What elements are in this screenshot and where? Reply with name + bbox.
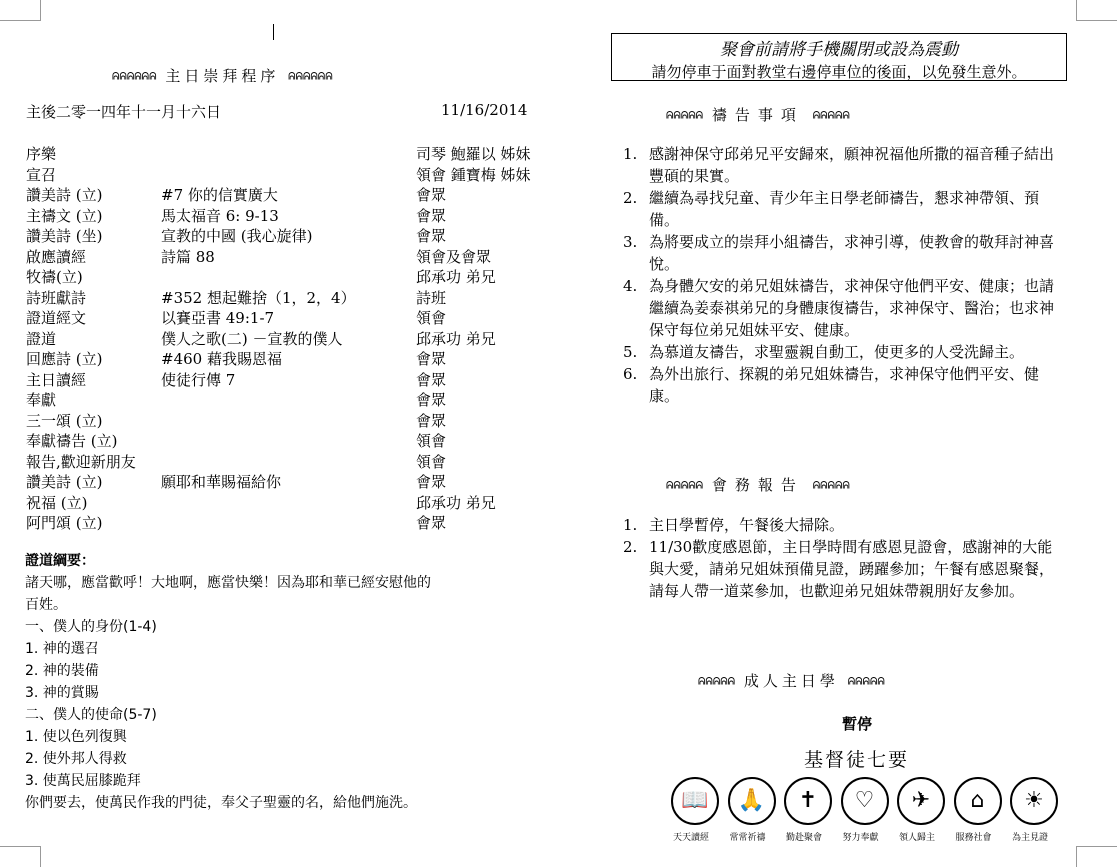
praying-icon: 🙏	[728, 777, 776, 825]
item-number: 3.	[623, 233, 638, 251]
sermon-line: 一、僕人的身份(1-4)	[25, 619, 157, 635]
affairs-title: 會務報告	[711, 476, 804, 494]
program-item: 主禱文 (立)	[26, 206, 103, 225]
program-by: 領會	[416, 432, 447, 450]
seven-label: 努力奉獻	[842, 833, 879, 843]
adult-school-heading	[698, 670, 885, 691]
seven-label: 常常祈禱	[729, 833, 766, 843]
program-item: 證道	[26, 329, 57, 348]
list-item	[623, 341, 1063, 363]
ornament: ᕱᕱᕱᕱᕱ	[812, 480, 850, 492]
ornament: ᕱᕱᕱᕱᕱᕱ	[288, 71, 333, 83]
item-number: 6.	[623, 365, 638, 383]
program-detail: #460 藉我賜恩福	[161, 350, 282, 368]
item-number: 5.	[623, 343, 638, 361]
program-by: 會眾	[416, 391, 447, 409]
program-detail: #352 想起難捨（1，2，4）	[161, 288, 356, 307]
notice-box	[611, 33, 1067, 81]
text-cursor	[273, 24, 274, 40]
program-by: 領會	[416, 309, 447, 327]
notice-line2: 請勿停車于面對教堂右邊停車位的後面，以免發生意外。	[651, 63, 1027, 81]
seven-label: 天天讀經	[673, 833, 710, 843]
item-text: 感謝神保守邱弟兄平安歸來，願神祝福他所撒的福音種子結出豐碩的果實。	[649, 145, 1055, 185]
item-text: 主日學暫停，午餐後大掃除。	[649, 516, 845, 534]
program-detail: 以賽亞書 49:1-7	[161, 309, 275, 327]
item-number: 2.	[623, 189, 638, 207]
evangelism-icon: ✈	[897, 777, 945, 825]
program-item: 牧禱(立)	[26, 268, 83, 286]
program-item: 啟應讀經	[26, 247, 87, 266]
item-number: 1.	[623, 145, 638, 163]
list-item	[623, 143, 1063, 187]
list-item	[623, 275, 1063, 341]
sermon-line: 百姓。	[25, 597, 67, 613]
list-item	[623, 231, 1063, 275]
sermon-line: 3. 使萬民屈膝跪拜	[25, 773, 141, 789]
list-item	[623, 536, 1063, 602]
service-icon: ⌂	[954, 777, 1002, 825]
program-heading	[112, 65, 333, 86]
seven-label: 為主見證	[1012, 833, 1049, 843]
item-text: 為外出旅行、探親的弟兄姐妹禱告，求神保守他們平安、健康。	[649, 365, 1040, 405]
program-item: 讚美詩 (坐)	[26, 227, 103, 245]
program-by: 邱承功 弟兄	[416, 329, 496, 348]
crop-mark	[0, 846, 41, 867]
crop-mark	[1076, 846, 1117, 867]
bible-reading-icon: 📖	[671, 777, 719, 825]
sermon-heading: 證道綱要：	[25, 553, 95, 569]
program-item: 三一頌 (立)	[26, 411, 103, 430]
program-title: 主日崇拜程序	[165, 67, 280, 85]
program-detail: 詩篇 88	[161, 247, 215, 266]
list-item	[623, 187, 1063, 231]
sermon-line: 1. 使以色列復興	[25, 729, 127, 745]
ornament: ᕱᕱᕱᕱᕱ	[666, 480, 704, 492]
affairs-list	[623, 514, 1063, 602]
crop-mark	[1076, 0, 1117, 21]
program-item: 讚美詩 (立)	[26, 186, 103, 204]
item-number: 4.	[623, 277, 638, 295]
program-by: 會眾	[416, 473, 447, 491]
program-detail: 僕人之歌(二) －宣教的僕人	[161, 329, 343, 348]
affairs-heading	[666, 474, 850, 495]
program-item: 序樂	[26, 145, 57, 163]
program-by: 領會 鍾寶梅 姊妹	[416, 165, 531, 184]
seven-label: 勤赴聚會	[786, 833, 823, 843]
list-item	[623, 363, 1063, 407]
program-item: 奉獻禱告 (立)	[26, 432, 118, 450]
crop-mark	[0, 0, 41, 21]
ornament: ᕱᕱᕱᕱᕱ	[666, 110, 704, 122]
sermon-line: 2. 神的裝備	[25, 663, 99, 679]
program-item: 奉獻	[26, 391, 57, 409]
ornament: ᕱᕱᕱᕱᕱ	[847, 676, 885, 688]
sermon-line: 1. 神的選召	[25, 641, 99, 657]
program-by: 司琴 鮑羅以 姊妹	[416, 145, 531, 163]
program-by: 會眾	[416, 411, 447, 430]
sermon-line: 3. 神的賞賜	[25, 685, 99, 701]
program-item: 回應詩 (立)	[26, 350, 103, 368]
program-item: 阿門頌 (立)	[26, 514, 103, 532]
item-text: 繼續為尋找兒童、青少年主日學老師禱告，懇求神帶領、預備。	[649, 189, 1040, 229]
adult-school-status: 暫停	[842, 715, 873, 733]
program-detail: 願耶和華賜福給你	[161, 473, 282, 491]
program-by: 會眾	[416, 206, 447, 225]
ornament: ᕱᕱᕱᕱᕱ	[698, 676, 736, 688]
notice-line1: 聚會前請將手機關閉或設為震動	[720, 40, 958, 60]
program-by: 會眾	[416, 514, 447, 532]
item-text: 為身體欠安的弟兄姐妹禱告，求神保守他們平安、健康；也請繼續為姜泰祺弟兄的身體康復禱告，求神保守、醫治；也求神保守每位弟兄姐妹平安、健康。	[649, 277, 1055, 339]
program-by: 詩班	[416, 288, 447, 307]
sermon-line: 二、僕人的使命(5-7)	[25, 707, 157, 723]
program-by: 邱承功 弟兄	[416, 493, 496, 512]
sermon-line: 諸天哪，應當歡呼！大地啊，應當快樂！因為耶和華已經安慰他的	[25, 575, 431, 591]
item-number: 2.	[623, 538, 638, 556]
program-by: 會眾	[416, 227, 447, 245]
program-item: 宣召	[26, 165, 57, 184]
prayer-title: 禱告事項	[711, 106, 804, 124]
program-item: 讚美詩 (立)	[26, 473, 103, 491]
list-item	[623, 514, 1063, 536]
seven-label: 服務社會	[955, 833, 992, 843]
program-detail: 使徒行傳 7	[161, 370, 236, 389]
program-by: 領會及會眾	[416, 247, 492, 266]
sermon-line: 你們要去，使萬民作我的門徒，奉父子聖靈的名，給他們施洗。	[25, 795, 417, 811]
ornament: ᕱᕱᕱᕱᕱᕱ	[112, 71, 157, 83]
program-item: 報告,歡迎新朋友	[26, 452, 136, 471]
program-by: 會眾	[416, 370, 447, 389]
prayer-heading	[666, 104, 850, 125]
prayer-list	[623, 143, 1063, 407]
date-num: 11/16/2014	[441, 101, 528, 119]
witness-icon: ☀	[1010, 777, 1058, 825]
item-text: 為將要成立的崇拜小組禱告，求神引導，使教會的敬拜討神喜悅。	[649, 233, 1055, 273]
program-item: 主日讀經	[26, 370, 87, 389]
program-by: 邱承功 弟兄	[416, 268, 496, 286]
program-by: 會眾	[416, 350, 447, 368]
ornament: ᕱᕱᕱᕱᕱ	[812, 110, 850, 122]
program-by: 領會	[416, 452, 447, 471]
program-detail: 宣教的中國 (我心旋律)	[161, 227, 313, 245]
program-by: 會眾	[416, 186, 447, 204]
program-item: 證道經文	[26, 309, 87, 327]
seven-title: 基督徒七要	[804, 749, 910, 771]
program-item: 祝福 (立)	[26, 493, 88, 512]
date-cn: 主後二零一四年十一月十六日	[26, 103, 222, 121]
program-detail: 馬太福音 6: 9-13	[161, 206, 279, 225]
seven-label: 領人歸主	[899, 833, 936, 843]
program-item: 詩班獻詩	[26, 288, 87, 307]
item-number: 1.	[623, 516, 638, 534]
adult-school-title: 成人主日學	[743, 672, 839, 690]
item-text: 11/30歡度感恩節，主日學時間有感恩見證會，感謝神的大能與大愛，請弟兄姐妹預備見證，踴躍參加；午餐有感恩聚餐，請每人帶一道菜參加，也歡迎弟兄姐妹帶親朋好友參加。	[649, 538, 1055, 600]
item-text: 為慕道友禱告，求聖靈親自動工，使更多的人受洗歸主。	[649, 343, 1025, 361]
offering-icon: ♡	[841, 777, 889, 825]
church-gathering-icon: ✝	[784, 777, 832, 825]
sermon-line: 2. 使外邦人得救	[25, 751, 127, 767]
program-detail: #7 你的信實廣大	[161, 186, 278, 204]
